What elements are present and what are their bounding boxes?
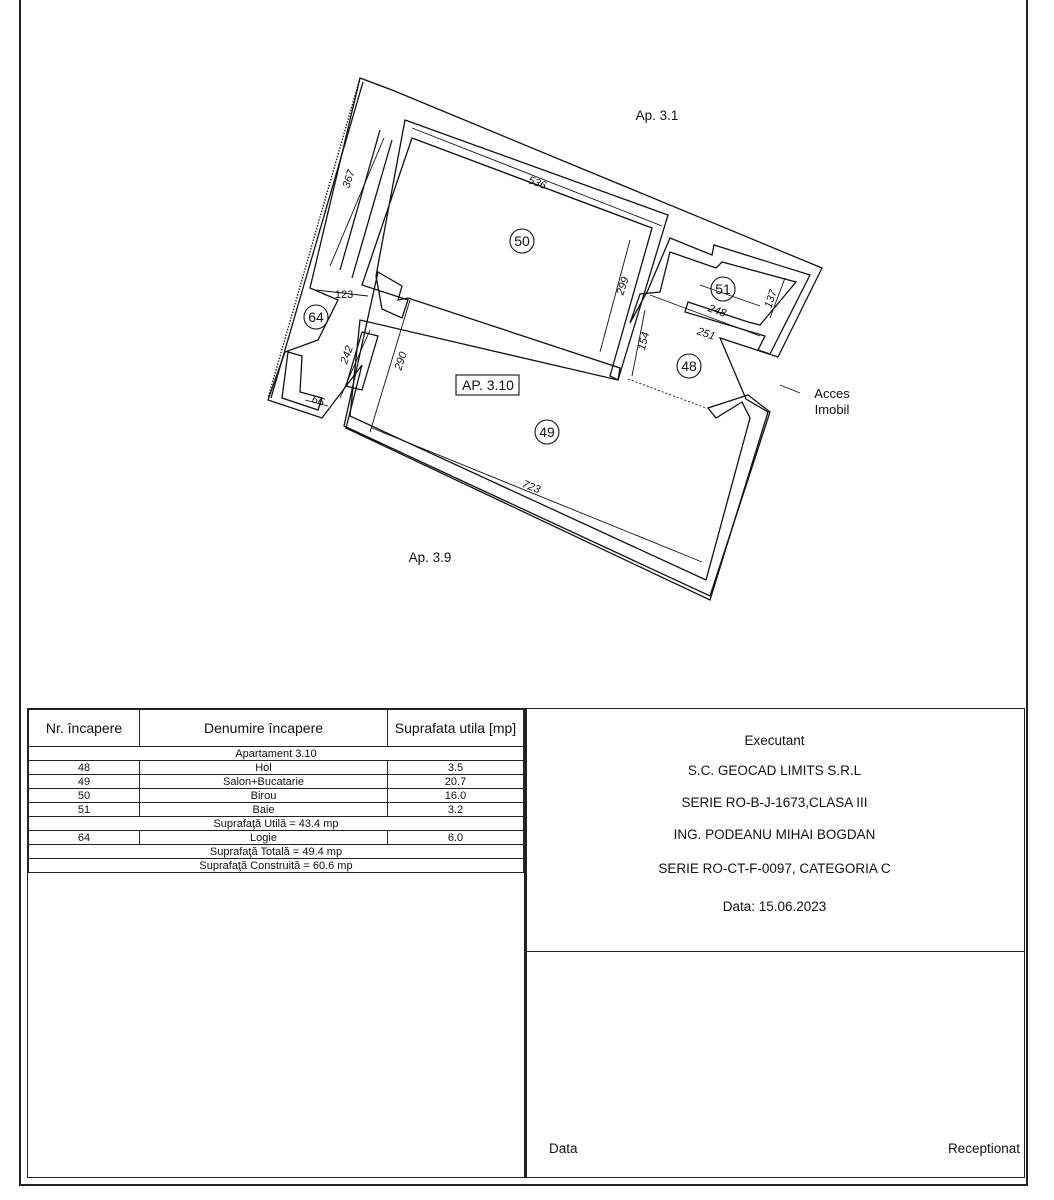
cell-area: 6.0 bbox=[388, 831, 524, 845]
dim-536: 536 bbox=[526, 174, 548, 193]
useful-total-row: Suprafaţă Utilă = 43.4 mp bbox=[29, 817, 524, 831]
cell-name: Hol bbox=[140, 761, 388, 775]
dim-66: 66 bbox=[310, 393, 326, 409]
cell-nr: 50 bbox=[29, 789, 140, 803]
executant-engineer: ING. PODEANU MIHAI BOGDAN bbox=[673, 827, 876, 842]
built-row: Suprafaţă Construită = 60.6 mp bbox=[29, 859, 524, 873]
group-row: Apartament 3.10 bbox=[29, 747, 524, 761]
dim-242: 242 bbox=[338, 344, 356, 366]
col-header-name: Denumire încapere bbox=[140, 710, 388, 747]
cell-name: Baie bbox=[140, 803, 388, 817]
table-row bbox=[29, 831, 524, 845]
dim-251: 251 bbox=[695, 325, 717, 343]
total-row: Suprafaţă Totală = 49.4 mp bbox=[29, 845, 524, 859]
signature-date-label: Data bbox=[549, 1141, 578, 1156]
executant-date: Data: 15.06.2023 bbox=[722, 899, 827, 914]
dim-154: 154 bbox=[636, 330, 653, 352]
cell-area: 20.7 bbox=[388, 775, 524, 789]
dim-123: 123 bbox=[334, 289, 354, 301]
cell-nr: 51 bbox=[29, 803, 140, 817]
cell-nr: 49 bbox=[29, 775, 140, 789]
room-50-wall bbox=[362, 120, 668, 380]
apartment-label: AP. 3.10 bbox=[462, 377, 514, 393]
room-label-51: 51 bbox=[715, 281, 731, 297]
cell-area: 16.0 bbox=[388, 789, 524, 803]
room-label-50: 50 bbox=[514, 233, 530, 249]
dimension-lines bbox=[305, 128, 800, 562]
table-row bbox=[29, 789, 524, 803]
executant-block bbox=[525, 708, 1025, 952]
room-49-wall bbox=[344, 272, 770, 596]
executant-series2: SERIE RO-CT-F-0097, CATEGORIA C bbox=[658, 861, 891, 876]
dim-299: 299 bbox=[614, 275, 632, 297]
room-label-49: 49 bbox=[539, 424, 555, 440]
room-table bbox=[27, 708, 525, 1178]
cell-name: Birou bbox=[140, 789, 388, 803]
dim-723: 723 bbox=[520, 478, 542, 497]
executant-series1: SERIE RO-B-J-1673,CLASA III bbox=[681, 795, 868, 810]
executant-company: S.C. GEOCAD LIMITS S.R.L bbox=[687, 763, 862, 778]
access-label-2: Imobil bbox=[814, 402, 850, 417]
cell-area: 3.2 bbox=[388, 803, 524, 817]
dim-137: 137 bbox=[762, 288, 780, 310]
cell-nr: 48 bbox=[29, 761, 140, 775]
table-row bbox=[29, 803, 524, 817]
executant-title: Executant bbox=[744, 733, 805, 748]
outer-wall bbox=[268, 78, 822, 600]
cell-name: Salon+Bucatarie bbox=[140, 775, 388, 789]
col-header-nr: Nr. încapere bbox=[29, 710, 140, 747]
col-header-area: Suprafata utila [mp] bbox=[388, 710, 524, 747]
access-label-1: Acces bbox=[814, 386, 850, 401]
room-label-48: 48 bbox=[681, 358, 697, 374]
dim-290: 290 bbox=[392, 350, 410, 372]
signature-received-label: Receptionat bbox=[947, 1141, 1020, 1156]
neighbor-north: Ap. 3.1 bbox=[635, 108, 679, 123]
dim-248: 248 bbox=[706, 302, 728, 320]
cell-name: Logie bbox=[140, 831, 388, 845]
cell-area: 3.5 bbox=[388, 761, 524, 775]
table-row bbox=[29, 761, 524, 775]
signature-block bbox=[525, 951, 1025, 1178]
cell-nr: 64 bbox=[29, 831, 140, 845]
room-label-64: 64 bbox=[308, 309, 324, 325]
table-row bbox=[29, 775, 524, 789]
neighbor-south: Ap. 3.9 bbox=[408, 550, 452, 565]
dim-367: 367 bbox=[340, 168, 358, 190]
